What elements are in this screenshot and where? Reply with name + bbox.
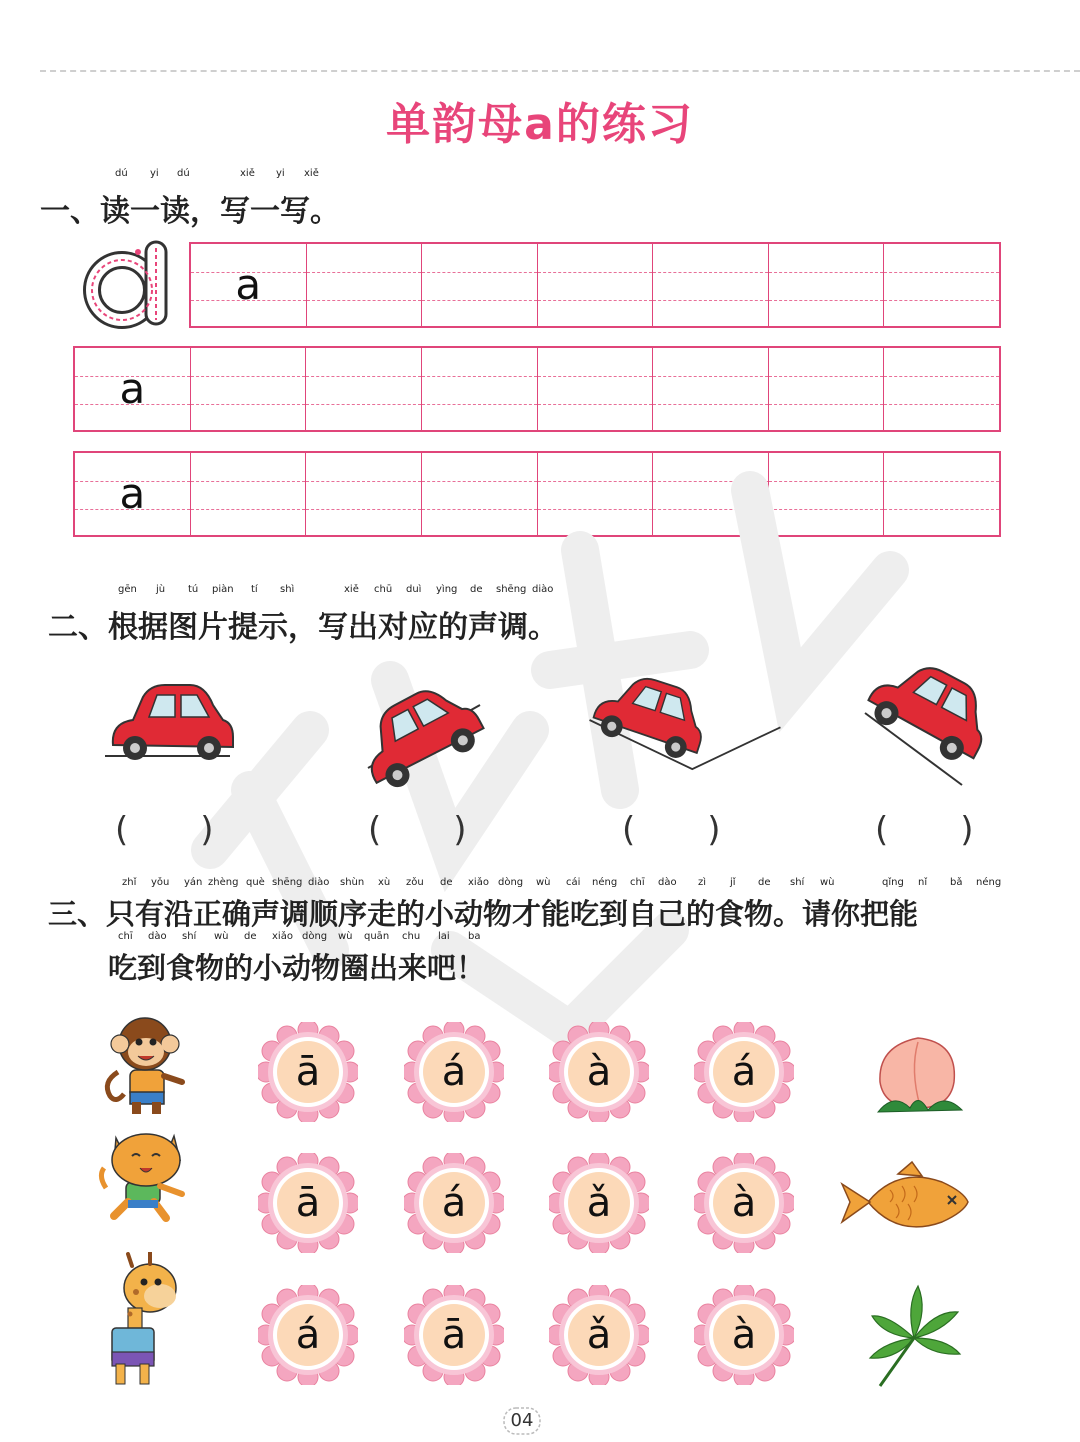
paren-right: ) [200, 810, 214, 850]
writing-cell[interactable] [653, 348, 769, 430]
monkey-icon[interactable] [100, 1012, 190, 1116]
section3-heading-line1-text: 三、只有沿正确声调顺序走的小动物才能吃到自己的食物。请你把能 [48, 897, 919, 931]
section2-heading-text: 二、根据图片提示，写出对应的声调。 [48, 610, 558, 645]
pinyin: chū [374, 584, 393, 595]
writing-cell[interactable] [538, 244, 654, 326]
writing-cell[interactable] [191, 453, 307, 535]
pinyin: néng [592, 877, 618, 888]
tone-label: à [731, 1180, 757, 1226]
cat-icon[interactable] [96, 1124, 196, 1224]
page-number [500, 1404, 544, 1438]
tone-label: á [731, 1049, 757, 1095]
pinyin: chī [118, 931, 133, 942]
pinyin: què [246, 877, 265, 888]
pinyin: wù [214, 931, 229, 942]
tone-flower[interactable] [549, 1285, 649, 1385]
pinyin: dòng [302, 931, 328, 942]
pinyin: shí [182, 931, 197, 942]
tone-label: à [731, 1312, 757, 1358]
tone-label: ǎ [586, 1312, 612, 1358]
answer-blank-4[interactable] [875, 810, 974, 850]
writing-cell[interactable] [422, 348, 538, 430]
writing-cell[interactable] [538, 453, 654, 535]
pinyin: dú [177, 168, 190, 179]
tone-flower[interactable] [404, 1153, 504, 1253]
pinyin: lai [438, 931, 450, 942]
car-uphill-icon [340, 650, 540, 800]
answer-blank-1[interactable] [115, 810, 214, 850]
writing-cell[interactable] [191, 348, 307, 430]
paren-right: ) [960, 810, 974, 850]
pinyin: dú [115, 168, 128, 179]
writing-cell[interactable] [769, 453, 885, 535]
pinyin: diào [532, 584, 554, 595]
car-flat-icon [95, 660, 295, 810]
pinyin: jǐ [730, 877, 736, 888]
writing-grid-row-3 [73, 451, 1001, 537]
tone-label: ā [295, 1049, 321, 1095]
pinyin: de [244, 931, 257, 942]
paren-left: ( [368, 810, 382, 850]
pinyin: shì [280, 584, 295, 595]
section3-heading-line2 [108, 946, 485, 987]
sample-letter: a [235, 260, 262, 309]
writing-cell[interactable] [884, 453, 999, 535]
writing-cell[interactable] [769, 244, 885, 326]
writing-cell[interactable] [422, 453, 538, 535]
writing-cell[interactable] [884, 348, 999, 430]
paren-left: ( [875, 810, 889, 850]
pinyin: shí [790, 877, 805, 888]
pinyin: diào [308, 877, 330, 888]
pinyin: chu [402, 931, 421, 942]
peach-icon [870, 1030, 966, 1118]
tone-label: ǎ [586, 1180, 612, 1226]
answer-blank-3[interactable] [622, 810, 721, 850]
pinyin: piàn [212, 584, 234, 595]
writing-cell[interactable] [307, 244, 423, 326]
pinyin: shēng [496, 584, 527, 595]
car-valley-icon [585, 655, 785, 805]
pinyin: wù [338, 931, 353, 942]
pinyin: quān [364, 931, 390, 942]
giraffe-icon[interactable] [100, 1252, 190, 1388]
pinyin: zhèng [208, 877, 239, 888]
tone-flower[interactable] [404, 1022, 504, 1122]
pinyin: gēn [118, 584, 137, 595]
pinyin: yǒu [151, 877, 170, 888]
pinyin: yi [150, 168, 159, 179]
pinyin: wù [820, 877, 835, 888]
leaf-icon [866, 1282, 962, 1390]
pinyin: jù [156, 584, 166, 595]
pinyin: ba [468, 931, 481, 942]
fish-icon [838, 1160, 972, 1244]
pinyin: dào [658, 877, 677, 888]
tone-flower[interactable] [694, 1153, 794, 1253]
pinyin: dào [148, 931, 167, 942]
writing-grid-row-1 [189, 242, 1001, 328]
pinyin: dòng [498, 877, 524, 888]
writing-cell[interactable] [769, 348, 885, 430]
page-number-text: 04 [510, 1410, 534, 1431]
section1-heading [40, 168, 340, 230]
answer-blank-2[interactable] [368, 810, 467, 850]
tone-label: ā [441, 1312, 467, 1358]
pinyin: xiǎo [272, 931, 293, 942]
writing-cell[interactable] [306, 348, 422, 430]
pinyin: zǒu [406, 877, 424, 888]
top-dashed-divider [40, 70, 1080, 72]
pinyin: cái [566, 877, 581, 888]
sample-letter: a [119, 364, 146, 413]
pinyin: wù [536, 877, 551, 888]
tone-flower[interactable] [258, 1153, 358, 1253]
paren-left: ( [622, 810, 636, 850]
tone-flower[interactable] [258, 1022, 358, 1122]
tone-label: ā [295, 1180, 321, 1226]
writing-cell[interactable] [191, 244, 307, 326]
page-title: 单韵母a的练习 [386, 99, 694, 150]
section1-heading-text: 一、读一读，写一写。 [40, 194, 340, 229]
tone-label: á [441, 1180, 467, 1226]
tone-flower[interactable] [549, 1153, 649, 1253]
writing-cell[interactable] [538, 348, 654, 430]
writing-cell[interactable] [653, 244, 769, 326]
pinyin: xiě [344, 584, 359, 595]
section2-heading [48, 584, 558, 646]
paren-right: ) [453, 810, 467, 850]
pinyin: de [758, 877, 771, 888]
pinyin: de [470, 584, 483, 595]
writing-cell[interactable] [884, 244, 999, 326]
pinyin: de [440, 877, 453, 888]
pinyin: yi [276, 168, 285, 179]
section3-heading-line2-text: 吃到食物的小动物圈出来吧！ [108, 951, 486, 985]
car-downhill-icon [860, 655, 1060, 805]
writing-cell[interactable] [75, 453, 191, 535]
tone-flower[interactable] [404, 1285, 504, 1385]
pinyin: xiǎo [468, 877, 489, 888]
tone-label: à [586, 1049, 612, 1095]
pinyin: tí [251, 584, 258, 595]
pinyin: chī [630, 877, 645, 888]
writing-cell[interactable] [653, 453, 769, 535]
sample-letter: a [119, 469, 146, 518]
stroke-order-a-icon [80, 232, 180, 332]
tone-flower[interactable] [258, 1285, 358, 1385]
paren-right: ) [707, 810, 721, 850]
tone-label: á [441, 1049, 467, 1095]
writing-cell[interactable] [422, 244, 538, 326]
tone-flower[interactable] [549, 1022, 649, 1122]
pinyin: zhǐ [122, 877, 137, 888]
writing-cell[interactable] [75, 348, 191, 430]
pinyin: nǐ [918, 877, 928, 888]
pinyin: bǎ [950, 877, 963, 888]
pinyin: yán [184, 877, 203, 888]
pinyin: shēng [272, 877, 303, 888]
pinyin: yìng [436, 584, 458, 595]
writing-cell[interactable] [306, 453, 422, 535]
paren-left: ( [115, 810, 129, 850]
tone-flower[interactable] [694, 1285, 794, 1385]
pinyin: xù [378, 877, 391, 888]
pinyin: shùn [340, 877, 365, 888]
pinyin: xiě [304, 168, 319, 179]
section3-heading-line1 [48, 892, 918, 933]
tone-label: á [295, 1312, 321, 1358]
pinyin: xiě [240, 168, 255, 179]
pinyin: tú [188, 584, 199, 595]
pinyin: qǐng [882, 877, 904, 888]
pinyin: duì [406, 584, 422, 595]
pinyin: zì [698, 877, 707, 888]
pinyin: néng [976, 877, 1002, 888]
writing-grid-row-2 [73, 346, 1001, 432]
tone-flower[interactable] [694, 1022, 794, 1122]
